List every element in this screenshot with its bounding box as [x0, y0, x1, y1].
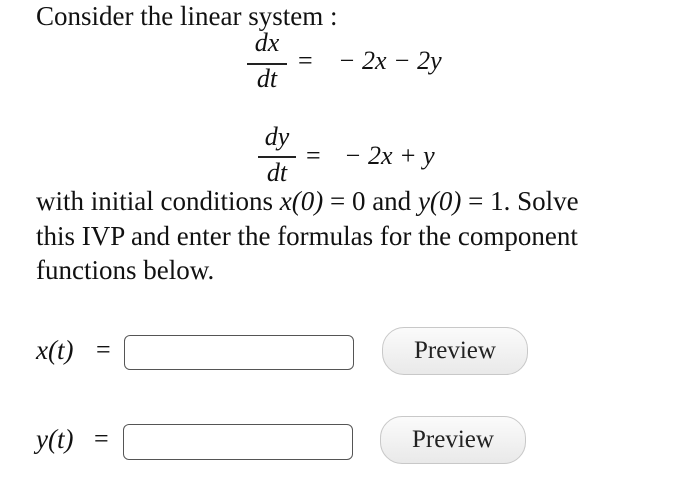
intro-text: Consider the linear system :: [36, 1, 338, 31]
x-preview-button[interactable]: Preview: [382, 327, 528, 375]
eq1-rhs: − 2x − 2y: [338, 46, 442, 75]
y-equals-sign: =: [94, 424, 109, 453]
eq2-denominator: dt: [266, 158, 288, 187]
x-of-t-label: x(t): [36, 335, 74, 365]
x-equals-sign: =: [96, 335, 111, 364]
initial-condition-y: y(0): [411, 186, 462, 216]
eq2-equals: =: [306, 141, 321, 170]
y-of-t-label: y(t): [36, 424, 74, 454]
eq2-numerator: dy: [264, 122, 290, 151]
eq1-numerator: dx: [254, 28, 280, 57]
instructions-text: with initial conditions: [36, 186, 280, 216]
instructions-line-3: functions below.: [36, 255, 215, 285]
initial-condition-x: x(0): [279, 186, 324, 216]
y-of-t-input[interactable]: [123, 424, 353, 460]
x-of-t-input[interactable]: [124, 335, 354, 370]
eq2-rhs: − 2x + y: [344, 141, 435, 170]
instructions-line-1: [36, 184, 656, 219]
instructions-line-2: this IVP and enter the formulas for the component: [36, 220, 578, 251]
eq1-equals: =: [298, 46, 313, 75]
and-word: and: [372, 186, 412, 216]
initial-condition-x-value: = 0: [323, 186, 373, 216]
eq1-denominator: dt: [256, 64, 278, 93]
y-preview-button[interactable]: Preview: [380, 416, 526, 464]
instructions-paragraph: [36, 184, 656, 288]
initial-condition-y-value: = 1. Solve: [461, 186, 579, 216]
